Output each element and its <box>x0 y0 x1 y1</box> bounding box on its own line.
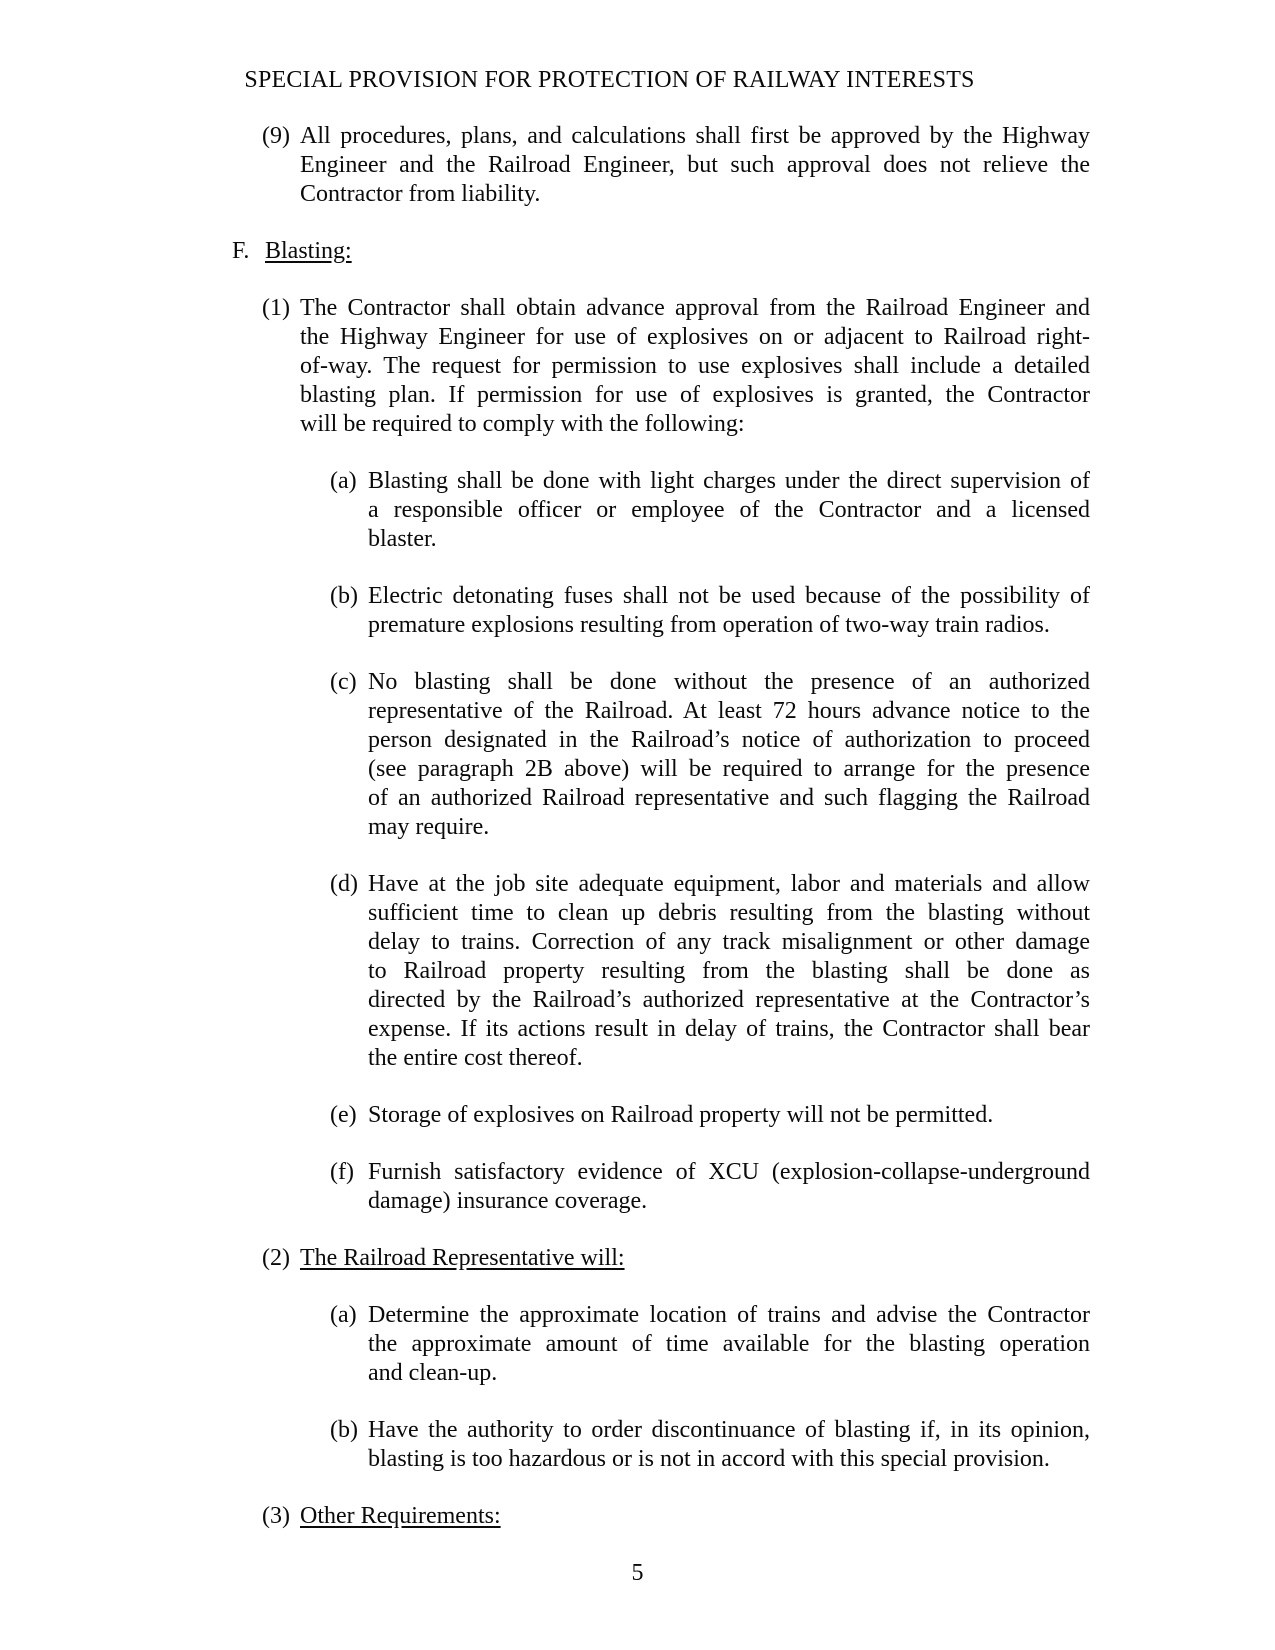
text-line: representative of the Railroad. At least 72 hours advance notice to the <box>368 698 1090 724</box>
text-line: blaster. <box>368 526 437 552</box>
item-f-2-label: (2) <box>262 1245 290 1271</box>
item-f-3-heading-text <box>300 1502 1090 1531</box>
document-title: SPECIAL PROVISION FOR PROTECTION OF RAILWAY INTERESTS <box>244 67 975 93</box>
item-f-1-d-label: (d) <box>330 871 358 897</box>
text-line: of an authorized Railroad representative and such flagging the Railroad <box>368 785 1090 811</box>
text-line: will be required to comply with the following: <box>300 411 745 437</box>
text-line: directed by the Railroad’s authorized representative at the Contractor’s <box>368 987 1090 1013</box>
text-line: the entire cost thereof. <box>368 1045 583 1071</box>
text-line: The Contractor shall obtain advance approval from the Railroad Engineer and <box>300 295 1090 321</box>
text-line: damage) insurance coverage. <box>368 1188 648 1214</box>
item-f-2-a <box>330 1301 1090 1388</box>
item-f-1-a <box>330 467 1090 554</box>
item-f-3-label: (3) <box>262 1503 290 1529</box>
text-line: Determine the approximate location of trains and advise the Contractor <box>368 1302 1090 1328</box>
item-f-1-a-label: (a) <box>330 468 357 494</box>
text-line: Contractor from liability. <box>300 181 541 207</box>
text-line: expense. If its actions result in delay of trains, the Contractor shall bear <box>368 1016 1090 1042</box>
text-line: Storage of explosives on Railroad property will not be permitted. <box>368 1102 994 1128</box>
text-line: delay to trains. Correction of any track misalignment or other damage <box>368 929 1090 955</box>
item-f-2-b-label: (b) <box>330 1417 358 1443</box>
section-f-blasting-underlined-text: Blasting: <box>265 238 352 264</box>
text-line: may require. <box>368 814 490 840</box>
item-f-2-a-label: (a) <box>330 1302 357 1328</box>
text-line: (see paragraph 2B above) will be required to arrange for the presence <box>368 756 1090 782</box>
text-line: Have the authority to order discontinuance of blasting if, in its opinion, <box>368 1417 1090 1443</box>
text-line: a responsible officer or employee of the Contractor and a licensed <box>368 497 1090 523</box>
page-number: 5 <box>631 1560 644 1586</box>
item-f-1-e <box>330 1101 1090 1130</box>
text-line: of-way. The request for permission to use explosives shall include a detailed <box>300 353 1090 379</box>
item-f-3-underlined-text: Other Requirements: <box>300 1503 501 1529</box>
item-f-1-e-label: (e) <box>330 1102 357 1128</box>
item-f-2-underlined-text: The Railroad Representative will: <box>300 1245 625 1271</box>
text-line: to Railroad property resulting from the blasting shall be done as <box>368 958 1090 984</box>
text-line: Electric detonating fuses shall not be used because of the possibility of <box>368 583 1090 609</box>
item-f-1-d <box>330 870 1090 1073</box>
text-line: blasting plan. If permission for use of explosives is granted, the Contractor <box>300 382 1090 408</box>
item-f-1-f-label: (f) <box>330 1159 354 1185</box>
item-f-2-heading-text <box>300 1244 1090 1273</box>
section-f-blasting-heading-text <box>265 237 1275 266</box>
item-f-1-c-label: (c) <box>330 669 357 695</box>
item-f-1 <box>262 294 1090 439</box>
section-f-blasting-label: F. <box>232 238 250 264</box>
text-line: and clean-up. <box>368 1360 498 1386</box>
text-line: All procedures, plans, and calculations shall first be approved by the Highway <box>300 123 1090 149</box>
text-line: the Highway Engineer for use of explosives on or adjacent to Railroad right- <box>300 324 1090 350</box>
item-9 <box>262 122 1090 209</box>
section-f-blasting <box>232 237 1275 266</box>
text-line: Have at the job site adequate equipment, labor and materials and allow <box>368 871 1090 897</box>
item-f-3 <box>262 1502 1090 1531</box>
item-9-label: (9) <box>262 123 290 149</box>
item-f-2-b <box>330 1416 1090 1474</box>
text-line: Furnish satisfactory evidence of XCU (explosion-collapse-underground <box>368 1159 1090 1185</box>
text-line: Blasting shall be done with light charges under the direct supervision of <box>368 468 1090 494</box>
item-f-1-b <box>330 582 1090 640</box>
item-f-1-label: (1) <box>262 295 290 321</box>
item-f-1-f <box>330 1158 1090 1216</box>
item-f-1-b-label: (b) <box>330 583 358 609</box>
text-line: No blasting shall be done without the presence of an authorized <box>368 669 1090 695</box>
item-f-1-c <box>330 668 1090 842</box>
text-line: the approximate amount of time available for the blasting operation <box>368 1331 1090 1357</box>
document-body <box>0 122 1275 1531</box>
text-line: Engineer and the Railroad Engineer, but such approval does not relieve the <box>300 152 1090 178</box>
text-line: blasting is too hazardous or is not in accord with this special provision. <box>368 1446 1050 1472</box>
text-line: person designated in the Railroad’s notice of authorization to proceed <box>368 727 1090 753</box>
text-line: premature explosions resulting from operation of two-way train radios. <box>368 612 1050 638</box>
item-f-2 <box>262 1244 1090 1273</box>
text-line: sufficient time to clean up debris resulting from the blasting without <box>368 900 1090 926</box>
